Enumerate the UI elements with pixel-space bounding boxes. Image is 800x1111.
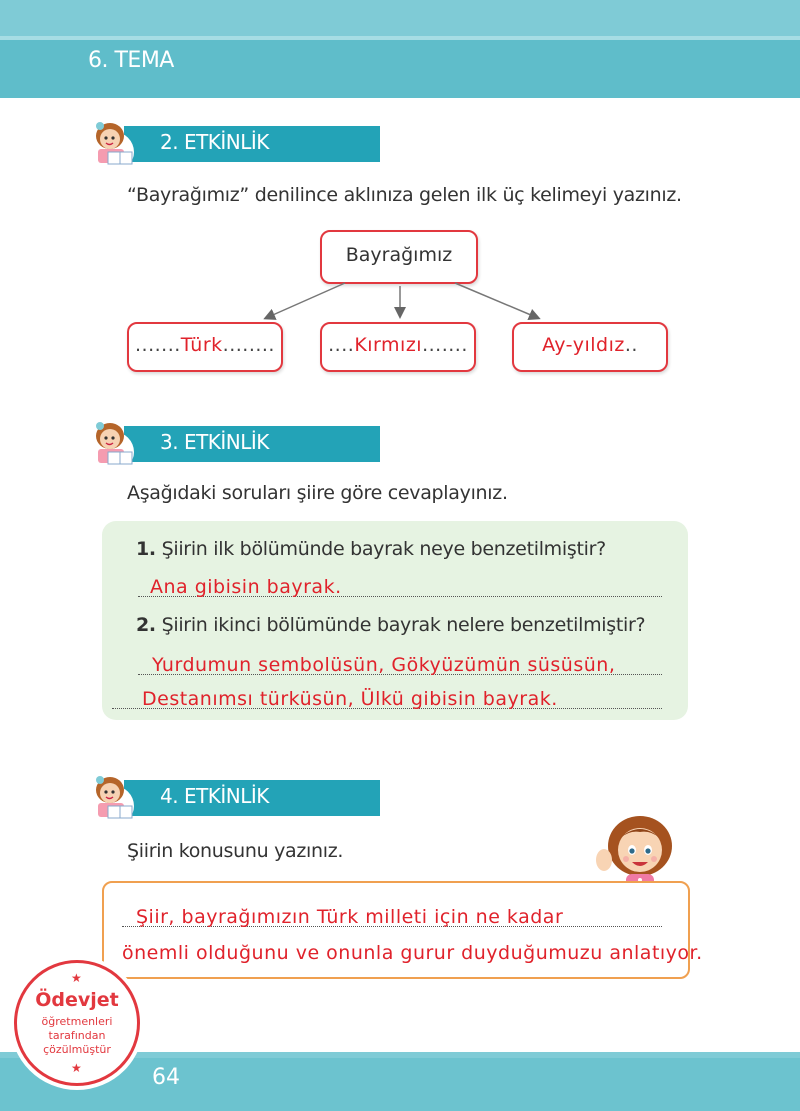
stamp-line-1: öğretmenleri (41, 1015, 113, 1028)
answer-2-text-line-1: Yurdumun sembolüsün, Gökyüzümün süsüsün, (152, 654, 616, 676)
center-word: Bayrağımız (345, 244, 453, 266)
topic-answer-line-1: Şiir, bayrağımızın Türk milleti için ne kadar (136, 906, 564, 928)
answer-box-2: ....Kırmızı....... (320, 322, 476, 372)
topic-line-2 (122, 934, 703, 964)
activity-4-header (80, 780, 380, 816)
answer-2-text-line-2: Destanımsı türküsün, Ülkü gibisin bayrak. (142, 688, 558, 710)
answer-1-line (138, 568, 662, 597)
stamp-text (17, 1015, 137, 1057)
activity-4-title: 4. ETKİNLİK (160, 784, 269, 808)
girl-reading-icon (80, 766, 144, 830)
question-2 (136, 614, 645, 636)
activity-2-instruction: “Bayrağımız” denilince aklınıza gelen ilk üç kelimeyi yazınız. (127, 184, 682, 206)
stamp-brand: Ödevjet (35, 989, 119, 1011)
page-number: 64 (152, 1065, 180, 1090)
topic-answer-line-2: önemli olduğunu ve onunla gurur duyduğumuzu anlatıyor. (122, 942, 703, 964)
topic-answer-box (102, 881, 690, 979)
arrow-left (266, 283, 345, 318)
activity-4-instruction: Şiirin konusunu yazınız. (127, 840, 344, 862)
answer-box-3: Ay-yıldız.. (512, 322, 668, 372)
answer-2: Kırmızı (354, 334, 423, 356)
arrow-right (455, 283, 538, 318)
answer-1: Türk (180, 334, 223, 356)
star-icon: ★ (71, 1061, 82, 1075)
question-2-number: 2. (136, 614, 156, 636)
answer-1-text: Ana gibisin bayrak. (150, 576, 342, 598)
answer-3: Ay-yıldız (542, 334, 625, 356)
topic-line-1 (122, 898, 662, 927)
question-1-number: 1. (136, 538, 156, 560)
answer-box-1: .......Türk........ (127, 322, 283, 372)
question-1-text: Şiirin ilk bölümünde bayrak neye benzetilmiştir? (161, 538, 606, 560)
waving-girl-illustration (590, 808, 686, 890)
question-2-text: Şiirin ikinci bölümünde bayrak nelere benzetilmiştir? (161, 614, 646, 636)
odevjet-stamp (14, 960, 140, 1086)
answer-2-line-1 (138, 646, 662, 675)
girl-reading-icon (80, 412, 144, 476)
stamp-line-2: tarafından (48, 1029, 106, 1042)
activity-3-instruction: Aşağıdaki soruları şiire göre cevaplayınız. (127, 482, 508, 504)
stamp-line-3: çözülmüştür (43, 1043, 111, 1056)
star-icon: ★ (71, 971, 82, 985)
activity-3-title: 3. ETKİNLİK (160, 430, 269, 454)
activity-2-title: 2. ETKİNLİK (160, 130, 269, 154)
theme-title: 6. TEMA (88, 48, 174, 73)
question-1 (136, 538, 606, 560)
answer-2-line-2 (112, 680, 662, 709)
activity-3-header (80, 426, 380, 462)
